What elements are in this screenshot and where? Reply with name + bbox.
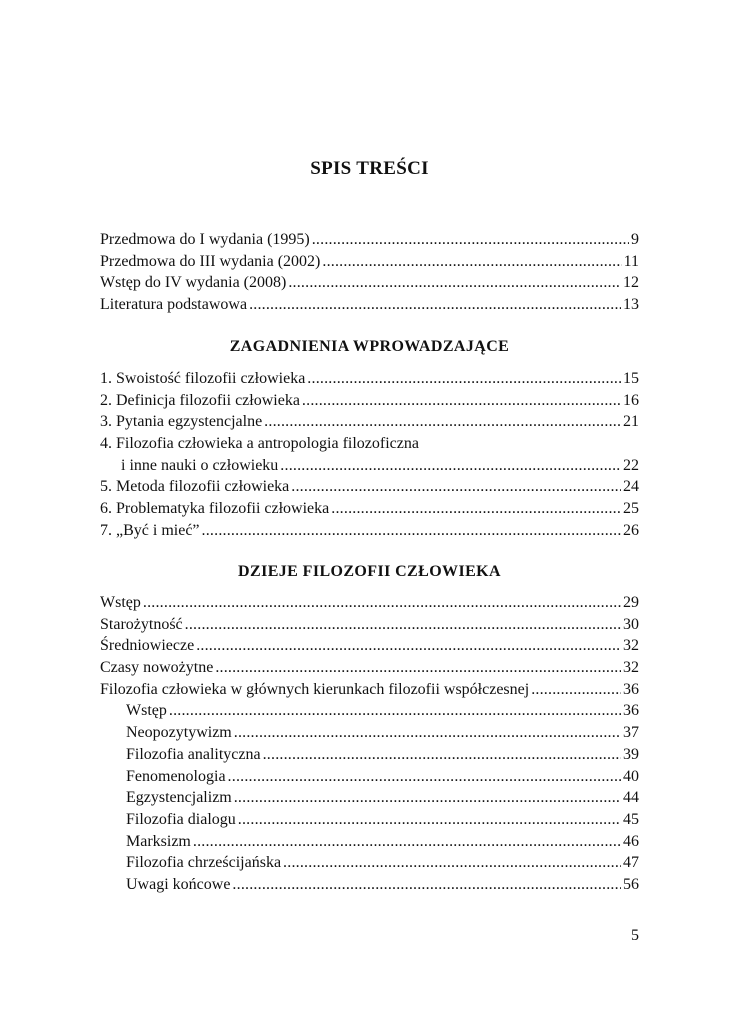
toc-entry: [100, 251, 639, 273]
toc-entry-text: Średniowiecze: [100, 637, 195, 655]
toc-entry-page: 32: [623, 637, 639, 655]
toc-subentry: [100, 766, 639, 788]
leader-dots: [264, 411, 621, 433]
toc-entry-page: 13: [623, 296, 639, 314]
toc-entry-text: 7. „Być i mieć”: [100, 521, 200, 539]
toc-page: [100, 0, 639, 1024]
toc-entry-page: 36: [623, 702, 639, 720]
toc-entry-page: 15: [623, 370, 639, 387]
toc-front-block: [100, 229, 639, 316]
leader-dots: [185, 614, 621, 636]
toc-subentry: [100, 809, 639, 831]
toc-entry-text: Filozofia dialogu: [126, 810, 236, 828]
toc-entry: [100, 368, 639, 390]
toc-entry: [100, 476, 639, 498]
leader-dots: [280, 455, 621, 477]
toc-entry: [100, 229, 639, 251]
toc-entry-text: Literatura podstawowa: [100, 296, 248, 314]
toc-subentry: [100, 787, 639, 809]
toc-entry-page: 39: [623, 745, 639, 763]
leader-dots: [322, 251, 621, 273]
toc-entry-page: 40: [623, 767, 639, 785]
toc-entry-text: Neopozytywizm: [126, 724, 232, 742]
toc-entry-text: Przedmowa do III wydania (2002): [100, 252, 321, 270]
toc-subentry: [100, 744, 639, 766]
toc-entry-text: 6. Problematyka filozofii człowieka: [100, 500, 330, 518]
toc-entry-continuation: [100, 455, 639, 477]
toc-entry-first-line: 4. Filozofia człowieka a antropologia filozoficzna: [100, 435, 419, 453]
toc-entry: [100, 272, 639, 294]
toc-entry-text: 5. Metoda filozofii człowieka: [100, 478, 290, 496]
toc-entry: [100, 679, 639, 701]
toc-entry-text: Wstęp do IV wydania (2008): [100, 274, 287, 292]
leader-dots: [234, 787, 621, 809]
toc-subentry: [100, 831, 639, 853]
toc-entry-text: Marksizm: [126, 832, 191, 850]
leader-dots: [302, 390, 621, 412]
leader-dots: [263, 744, 621, 766]
page-number: 5: [631, 927, 639, 944]
leader-dots: [215, 657, 621, 679]
toc-section1-block: [100, 368, 639, 542]
toc-entry-text: Przedmowa do I wydania (1995): [100, 231, 310, 248]
leader-dots: [232, 874, 621, 896]
toc-entry-page: 30: [623, 615, 639, 633]
toc-subentry: [100, 852, 639, 874]
toc-entry-text: 1. Swoistość filozofii człowieka: [100, 370, 306, 387]
leader-dots: [196, 635, 621, 657]
toc-entry-text: i inne nauki o człowieku: [121, 456, 279, 474]
toc-entry-page: 29: [623, 594, 639, 611]
leader-dots: [228, 766, 621, 788]
toc-entry-text: Filozofia chrześcijańska: [126, 854, 282, 872]
leader-dots: [169, 700, 621, 722]
leader-dots: [249, 294, 621, 316]
toc-section2-block: [100, 592, 639, 896]
toc-entry-page: 47: [623, 854, 639, 872]
leader-dots: [238, 809, 621, 831]
toc-entry: [100, 294, 639, 316]
leader-dots: [312, 229, 629, 251]
leader-dots: [307, 368, 621, 390]
leader-dots: [531, 679, 621, 701]
toc-entry-page: 24: [623, 478, 639, 496]
toc-entry-text: 3. Pytania egzystencjalne: [100, 413, 263, 431]
toc-entry-page: 21: [623, 413, 639, 431]
toc-entry-page: 45: [623, 810, 639, 828]
toc-entry-page: 9: [631, 231, 639, 248]
toc-entry-page: 44: [623, 789, 639, 807]
toc-entry: [100, 614, 639, 636]
leader-dots: [288, 272, 621, 294]
toc-entry-page: 46: [623, 832, 639, 850]
toc-entry-page: 26: [623, 521, 639, 539]
toc-entry: [100, 520, 639, 542]
toc-entry-page: 36: [623, 680, 639, 698]
leader-dots: [202, 520, 621, 542]
leader-dots: [291, 476, 621, 498]
toc-entry: [100, 411, 639, 433]
toc-entry-text: Filozofia człowieka w głównych kierunkach filozofii współczesnej: [100, 680, 530, 698]
toc-entry-text: Starożytność: [100, 615, 183, 633]
toc-entry-page: 25: [623, 500, 639, 518]
leader-dots: [234, 722, 621, 744]
toc-entry-page: 22: [623, 456, 639, 474]
toc-entry-text: Fenomenologia: [126, 767, 226, 785]
toc-entry-page: 16: [623, 391, 639, 409]
toc-entry: [100, 390, 639, 412]
toc-subentry: [100, 700, 639, 722]
toc-entry: [100, 592, 639, 614]
toc-entry-text: Czasy nowożytne: [100, 659, 214, 677]
leader-dots: [331, 498, 621, 520]
page-title: SPIS TREŚCI: [310, 158, 429, 179]
leader-dots: [193, 831, 621, 853]
toc-subentry: [100, 722, 639, 744]
toc-entry-page: 11: [623, 252, 639, 270]
toc-entry-text: Wstęp: [100, 594, 141, 611]
toc-entry-page: 56: [623, 875, 639, 893]
leader-dots: [143, 592, 621, 614]
section-heading-intro: ZAGADNIENIA WPROWADZAJĄCE: [229, 338, 510, 355]
section-heading-history: DZIEJE FILOZOFII CZŁOWIEKA: [238, 563, 501, 580]
leader-dots: [283, 852, 621, 874]
toc-entry-page: 12: [623, 274, 639, 292]
toc-entry: [100, 498, 639, 520]
toc-entry-text: Wstęp: [126, 702, 167, 720]
toc-subentry: [100, 874, 639, 896]
toc-entry-text: 2. Definicja filozofii człowieka: [100, 391, 300, 409]
toc-entry-text: Egzystencjalizm: [126, 789, 232, 807]
toc-entry-text: Filozofia analityczna: [126, 745, 261, 763]
toc-entry-page: 32: [623, 659, 639, 677]
toc-entry: [100, 657, 639, 679]
toc-entry: [100, 635, 639, 657]
toc-entry-text: Uwagi końcowe: [126, 875, 231, 893]
toc-entry-page: 37: [623, 724, 639, 742]
